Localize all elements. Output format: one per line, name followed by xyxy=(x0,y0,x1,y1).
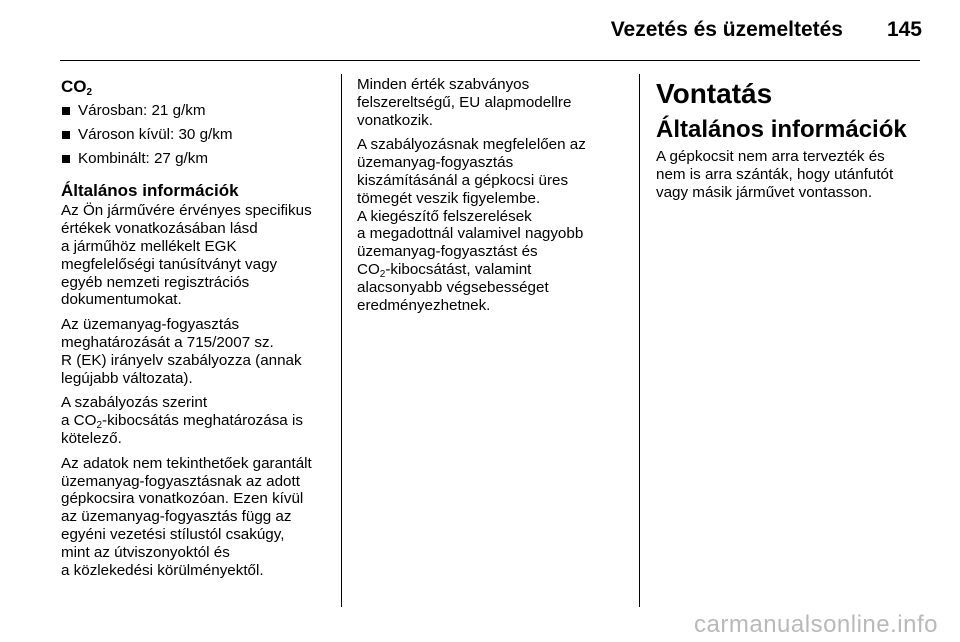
text-line: A szabályozásnak megfelelően az xyxy=(357,136,586,154)
text-line: A gépkocsit nem arra tervezték és xyxy=(656,148,885,165)
square-bullet-icon xyxy=(62,131,70,139)
text-line: dokumentumokat. xyxy=(61,291,182,309)
co2-heading-text: CO xyxy=(61,77,87,96)
text-fragment: a CO xyxy=(61,412,97,430)
text-line: nem is arra szánták, hogy utánfutót xyxy=(656,165,894,183)
text-line: Az üzemanyag-fogyasztás xyxy=(61,316,240,334)
paragraph xyxy=(61,316,333,387)
text-line: Minden érték szabványos xyxy=(357,76,530,93)
text-line: eredményezhetnek. xyxy=(357,296,491,314)
text-line: A szabályozás szerint xyxy=(61,394,208,412)
page-number: 145 xyxy=(886,18,922,41)
text-line: a járműhöz mellékelt EGK xyxy=(61,237,237,255)
text-fragment: -kibocsátás meghatározása is xyxy=(102,412,303,430)
column-right xyxy=(656,76,926,208)
list-item-text: Városban: 21 g/km xyxy=(78,102,206,119)
paragraph xyxy=(61,394,333,447)
text-line: mint az útviszonyoktól és xyxy=(61,543,230,561)
text-line: kiszámításánál a gépkocsi üres xyxy=(357,171,569,189)
text-line: A kiegészítő felszerelések xyxy=(357,207,532,225)
list-item-text: Kombinált: 27 g/km xyxy=(78,149,208,167)
text-line: vagy másik járművet vontasson. xyxy=(656,183,873,201)
text-line: a közlekedési körülményektől. xyxy=(61,561,264,579)
text-line: felszereltségű, EU alapmodellre xyxy=(357,93,572,111)
list-item xyxy=(61,126,333,144)
list-item-text: Városon kívül: 30 g/km xyxy=(78,125,233,143)
paragraph xyxy=(357,76,627,129)
text-line: meghatározását a 715/2007 sz. xyxy=(61,333,274,351)
header-divider xyxy=(60,60,920,61)
subscript: 2 xyxy=(379,268,386,280)
section-heading: Általános információk xyxy=(61,181,239,201)
column-left xyxy=(61,76,333,586)
paragraph xyxy=(357,136,627,314)
column-divider-1 xyxy=(341,74,342,607)
text-line: R (EK) irányelv szabályozza (annak xyxy=(61,351,302,369)
paragraph xyxy=(61,202,333,309)
text-line: Az adatok nem tekinthetőek garantált xyxy=(61,454,312,472)
text-line xyxy=(357,261,627,279)
text-line: megfelelőségi tanúsítványt vagy xyxy=(61,255,278,273)
text-line: az üzemanyag-fogyasztás függ az xyxy=(61,508,292,526)
text-line: legújabb változata). xyxy=(61,369,193,387)
emission-list xyxy=(61,102,333,167)
list-item xyxy=(61,102,333,120)
text-line: értékek vonatkozásában lásd xyxy=(61,220,258,238)
header-title: Vezetés és üzemeltetés xyxy=(610,18,843,41)
text-line: vonatkozik. xyxy=(357,111,433,129)
text-line: alacsonyabb végsebességet xyxy=(357,278,549,296)
text-fragment: -kibocsátást, valamint xyxy=(385,260,532,278)
text-line: üzemanyag-fogyasztásnak az adott xyxy=(61,472,300,490)
watermark: carmanualsonline.info xyxy=(694,611,938,638)
text-line: üzemanyag-fogyasztást és xyxy=(357,243,538,261)
text-line: Az Ön járművére érvényes specifikus xyxy=(61,202,312,220)
square-bullet-icon xyxy=(62,107,70,115)
text-line xyxy=(61,412,333,430)
page-header xyxy=(0,0,960,60)
section-heading: Általános információk xyxy=(656,116,907,143)
text-line: egyéb nemzeti regisztrációs xyxy=(61,273,250,291)
text-line: gépkocsira vonatkozóan. Ezen kívül xyxy=(61,490,304,508)
column-divider-2 xyxy=(639,74,640,607)
text-line: egyéni vezetési stílustól csakúgy, xyxy=(61,525,285,543)
text-line: a megadottnál valamivel nagyobb xyxy=(357,225,584,243)
text-line: kötelező. xyxy=(61,429,122,447)
square-bullet-icon xyxy=(62,155,70,163)
co2-heading xyxy=(61,76,333,98)
paragraph xyxy=(656,148,926,201)
list-item xyxy=(61,150,333,168)
text-line: üzemanyag-fogyasztás xyxy=(357,154,514,172)
co2-heading-subscript: 2 xyxy=(86,87,93,98)
column-middle xyxy=(357,76,627,321)
chapter-title: Vontatás xyxy=(656,78,773,109)
paragraph xyxy=(61,455,333,580)
text-fragment: CO xyxy=(357,260,380,278)
text-line: tömegét veszik figyelembe. xyxy=(357,189,541,207)
subscript: 2 xyxy=(96,420,103,432)
